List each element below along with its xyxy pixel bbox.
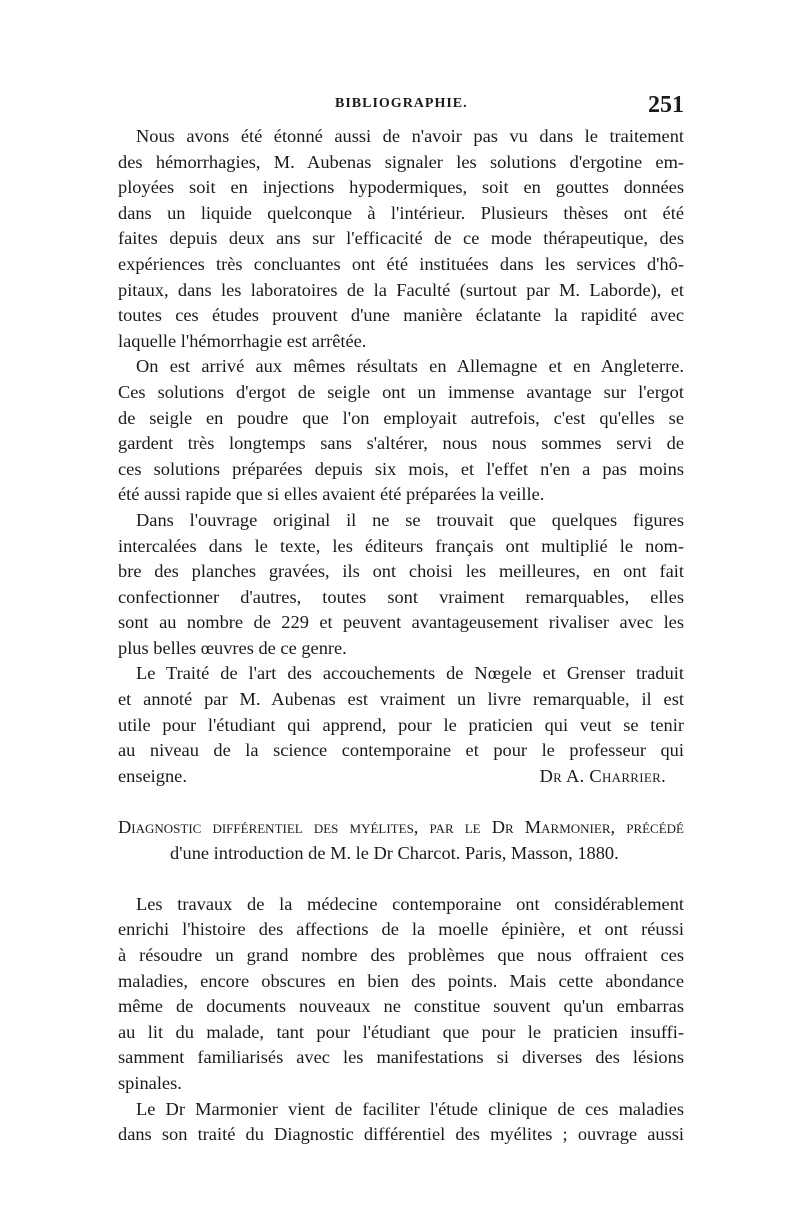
text-line: toutes ces études prouvent d'une manière éclatante la rapidité avec xyxy=(118,305,684,326)
text-line: bre des planches gravées, ils ont choisi les meilleures, en ont fait xyxy=(118,561,684,582)
text-line: expériences très concluantes ont été instituées dans les services d'hô- xyxy=(118,253,684,274)
text-line: maladies, encore obscures en bien des points. Mais cette abondance xyxy=(118,970,684,991)
text-line: enrichi l'histoire des affections de la moelle épinière, et ont réussi xyxy=(118,919,684,940)
text-line: de seigle en poudre que l'on employait autrefois, c'est qu'elles se xyxy=(118,407,684,428)
text-line: pitaux, dans les laboratoires de la Faculté (surtout par M. Laborde), et xyxy=(118,279,684,300)
page-number: 251 xyxy=(648,92,684,118)
text-line: dans son traité du Diagnostic différentiel des myélites ; ouvrage aussi xyxy=(118,1124,684,1145)
text-line: Les travaux de la médecine contemporaine ont considérablement xyxy=(136,893,684,914)
review-heading-continued: d'une introduction de M. le Dr Charcot. Paris, Masson, 1880. xyxy=(170,842,619,863)
text-line: spinales. xyxy=(118,1072,182,1093)
text-line: même de documents nouveaux ne constitue souvent qu'un embarras xyxy=(118,996,684,1017)
review-signature: Dr A. Charrier. xyxy=(539,765,666,786)
text-line: au lit du malade, tant pour l'étudiant que pour le praticien insuffi- xyxy=(118,1021,684,1042)
text-line: faites depuis deux ans sur l'efficacité de ce mode thérapeutique, des xyxy=(118,228,684,249)
text-line: Dans l'ouvrage original il ne se trouvait que quelques figures xyxy=(136,509,684,530)
text-line: Nous avons été étonné aussi de n'avoir pas vu dans le traitement xyxy=(136,126,684,146)
signature-line xyxy=(118,764,684,790)
body-text xyxy=(118,124,684,1148)
running-head xyxy=(118,92,684,122)
section-gap xyxy=(118,866,684,892)
text-line: On est arrivé aux mêmes résultats en Allemagne et en Angleterre. xyxy=(136,356,684,377)
text-line: à résoudre un grand nombre des problèmes que nous offraient ces xyxy=(118,945,684,965)
text-line: et annoté par M. Aubenas est vraiment un livre remarquable, il est xyxy=(118,689,684,710)
text-line: samment familiarisés avec les manifestations si diverses des lésions xyxy=(118,1047,684,1068)
text-line: Le Dr Marmonier vient de faciliter l'étude clinique de ces maladies xyxy=(136,1098,684,1119)
text-line: utile pour l'étudiant qui apprend, pour le praticien qui veut se tenir xyxy=(118,714,684,735)
text-line: ployées soit en injections hypodermiques, soit en gouttes données xyxy=(118,177,684,198)
text-line: dans un liquide quelconque à l'intérieur. Plusieurs thèses ont été xyxy=(118,202,684,223)
text-line: gardent très longtemps sans s'altérer, nous nous sommes servi de xyxy=(118,433,684,454)
section-gap xyxy=(118,789,684,815)
text-line: des hémorrhagies, M. Aubenas signaler les solutions d'ergotine em- xyxy=(118,151,684,172)
text-line: au niveau de la science contemporaine et pour le professeur qui xyxy=(118,740,684,761)
text-line: intercalées dans le texte, les éditeurs français ont multiplié le nom- xyxy=(118,535,684,556)
text-line: ces solutions préparées depuis six mois, et l'effet n'en a pas moins xyxy=(118,458,684,479)
text-line: Ces solutions d'ergot de seigle ont un immense avantage sur l'ergot xyxy=(118,381,684,402)
text-line: été aussi rapide que si elles avaient été préparées la veille. xyxy=(118,484,545,505)
review-heading: Diagnostic différentiel des myélites, par le Dr Marmonier, précédé xyxy=(118,817,684,838)
closing-word: enseigne. xyxy=(118,765,187,786)
running-title: BIBLIOGRAPHIE. xyxy=(335,96,468,111)
text-line: confectionner d'autres, toutes sont vraiment remarquables, elles xyxy=(118,586,684,607)
text-line: plus belles œuvres de ce genre. xyxy=(118,637,347,658)
text-line: Le Traité de l'art des accouchements de Nœgele et Grenser traduit xyxy=(136,663,684,684)
text-line: laquelle l'hémorrhagie est arrêtée. xyxy=(118,330,367,351)
text-line: sont au nombre de 229 et peuvent avantageusement rivaliser avec les xyxy=(118,612,684,633)
